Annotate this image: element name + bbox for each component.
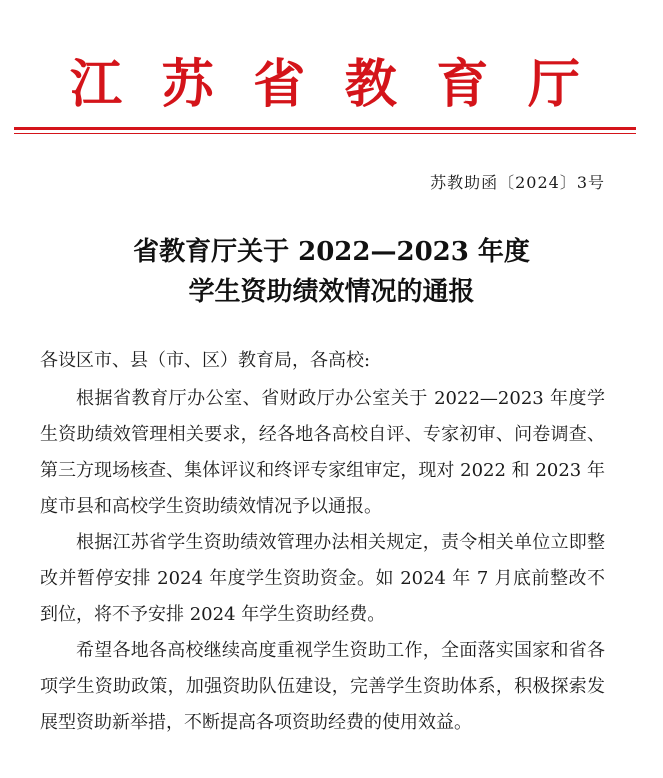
letterhead-rule-thick [14, 127, 636, 130]
agency-char: 教 [344, 55, 397, 115]
agency-char: 江 [70, 55, 123, 115]
document-title-line-2: 学生资助绩效情况的通报 [188, 277, 475, 307]
letterhead [0, 0, 663, 140]
document-title-line-1: 省教育厅关于 2022—2023 年度 [133, 237, 530, 267]
body-paragraph: 希望各地各高校继续高度重视学生资助工作，全面落实国家和省各项学生资助政策，加强资助队伍建设，完善学生资助体系，积极探索发展型资助新举措，不断提高各项资助经费的使用效益。 [40, 640, 605, 733]
body-paragraph: 根据江苏省学生资助绩效管理办法相关规定，责令相关单位立即整改并暂停安排 2024 年度学生资助资金。如 2024 年 7 月底前整改不到位，将不予安排 2024 年学生资助经费。 [40, 532, 605, 625]
agency-char: 省 [253, 55, 306, 115]
salutation: 各设区市、县（市、区）教育局，各高校: [40, 350, 371, 371]
agency-char: 苏 [161, 55, 214, 115]
letterhead-rule-thin [14, 133, 636, 134]
agency-name [70, 50, 580, 120]
document-number: 苏教助函〔2024〕3号 [430, 173, 605, 192]
agency-char: 厅 [527, 55, 580, 115]
agency-char: 育 [436, 55, 489, 115]
body-paragraph: 根据省教育厅办公室、省财政厅办公室关于 2022—2023 年度学生资助绩效管理相关要求，经各地各高校自评、专家初审、问卷调查、第三方现场核查、集体评议和终评专家组审定，现对 2022 和 2023 年度市县和高校学生资助绩效情况予以通报。 [40, 388, 605, 517]
